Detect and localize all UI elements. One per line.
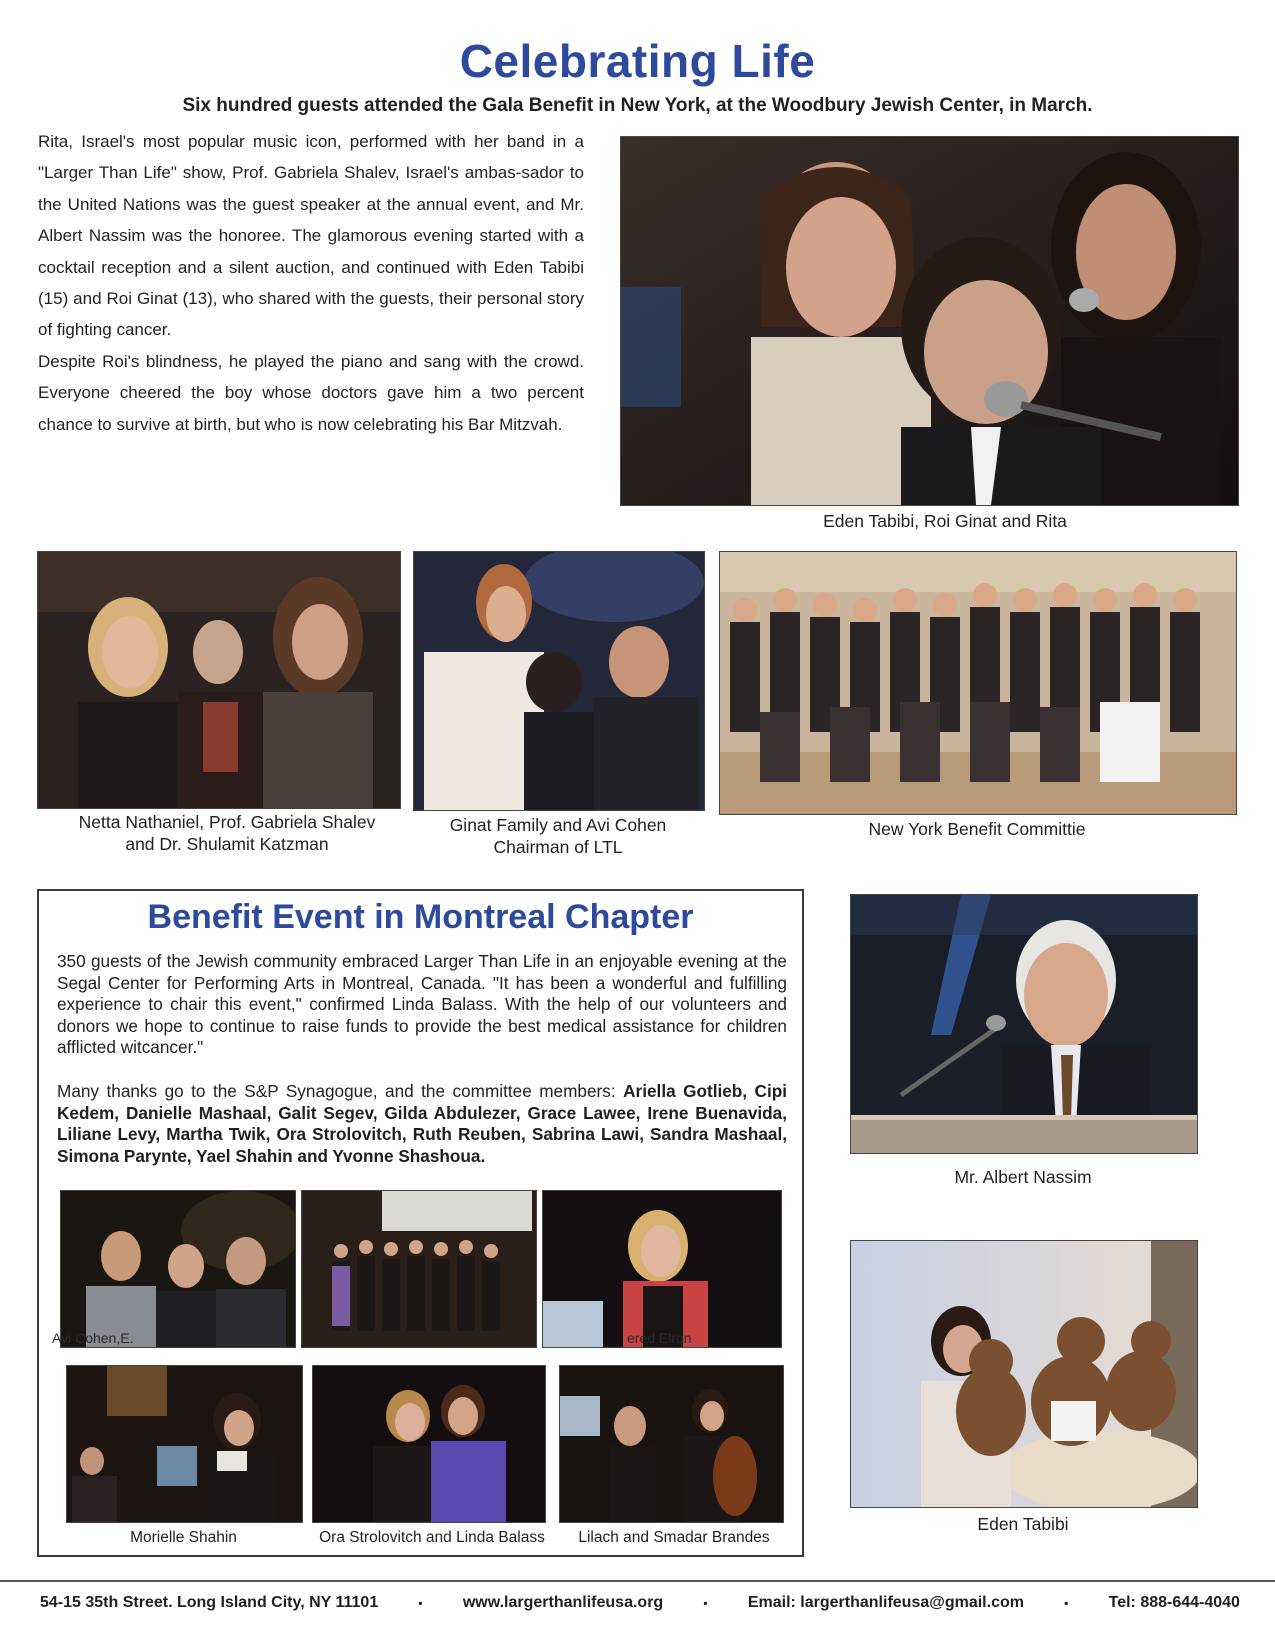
page-subtitle: Six hundred guests attended the Gala Benefit in New York, at the Woodbury Jewish Center, in March.	[182, 95, 1093, 116]
overlay-label-elron: ered Elron	[627, 1330, 692, 1346]
caption-photo-2-line-2: and Dr. Shulamit Katzman	[125, 834, 329, 854]
photo-morielle-shahin	[66, 1365, 303, 1523]
caption-morielle-shahin: Morielle Shahin	[130, 1529, 237, 1546]
caption-lilach-smadar: Lilach and Smadar Brandes	[578, 1529, 770, 1546]
intro-paragraph-1: Rita, Israel's most popular music icon, performed with her band in a "Larger Than Life" show, Prof. Gabriela Shalev, Israel's ambas-sador to the United Nations was the guest speaker at the annual event, and Mr. Albert Nassim was the honoree. The glamorous evening started with a cocktail reception and a silent auction, and continued with Eden Tabibi (15) and Roi Ginat (13), who shared with the guests, their personal story of fighting cancer.	[38, 132, 584, 340]
footer-separator: ▪	[1064, 1596, 1069, 1610]
caption-photo-2	[37, 811, 417, 855]
caption-ora-linda: Ora Strolovitch and Linda Balass	[319, 1529, 545, 1546]
caption-albert-nassim: Mr. Albert Nassim	[954, 1167, 1092, 1187]
photo-ora-strolovitch-linda-balass	[312, 1365, 546, 1523]
footer-phone: Tel: 888-644-4040	[1108, 1594, 1240, 1611]
photo-montreal-speaker	[542, 1190, 782, 1348]
montreal-title: Benefit Event in Montreal Chapter	[147, 898, 694, 936]
page-title: Celebrating Life	[459, 35, 816, 87]
caption-photo-3	[413, 814, 703, 858]
photo-eden-roi-rita	[620, 136, 1239, 506]
footer-address: 54-15 35th Street. Long Island City, NY 11101	[40, 1594, 379, 1611]
montreal-paragraph-1: 350 guests of the Jewish community embraced Larger Than Life in an enjoyable evening at the Segal Center for Performing Arts in Montreal, Canada. "It has been a wonderful and fulfilling experience to chair this event," confirmed Linda Balass. With the help of our volunteers and donors we hope to continue to raise funds to provide the best medical assistance for children afflicted witcancer."	[57, 951, 787, 1058]
footer-separator: ▪	[418, 1596, 423, 1610]
caption-photo-4: New York Benefit Committie	[868, 819, 1086, 839]
footer-separator: ▪	[703, 1596, 708, 1610]
caption-main-photo: Eden Tabibi, Roi Ginat and Rita	[823, 511, 1067, 531]
montreal-committee-names: Ariella Gotlieb, Cipi Kedem, Danielle Mashaal, Galit Segev, Gilda Abdulezer, Grace Lawee, Irene Buenavida, Liliane Levy, Martha Twik, Ora Strolovitch, Ruth Reuben, Sabrina Lawi, Sandra Mashaal, Simona Parynte, Yael Shahin and Yvonne Shashoua.	[57, 1080, 788, 1166]
caption-photo-3-line-2: Chairman of LTL	[493, 837, 623, 857]
montreal-text	[57, 951, 787, 1167]
caption-eden-tabibi: Eden Tabibi	[977, 1514, 1069, 1534]
intro-paragraph-2: Despite Roi's blindness, he played the piano and sang with the crowd. Everyone cheered the boy whose doctors gave him a two percent chance to survive at birth, but who is now celebrating his Bar Mitzvah.	[38, 351, 584, 434]
footer	[40, 1590, 1240, 1616]
overlay-label-avi-cohen: Avi Cohen,E.	[52, 1330, 134, 1346]
photo-lilach-smadar-brandes	[559, 1365, 784, 1523]
photo-montreal-avi-cohen	[60, 1190, 296, 1348]
photo-new-york-benefit-committee	[719, 551, 1237, 815]
caption-photo-3-line-1: Ginat Family and Avi Cohen	[449, 815, 667, 835]
photo-ginat-family-avi-cohen	[413, 551, 705, 811]
montreal-paragraph-2-intro: Many thanks go to the S&P Synagogue, and the committee members:	[57, 1080, 624, 1101]
intro-text	[38, 126, 584, 440]
photo-albert-nassim	[850, 894, 1198, 1154]
footer-email-link[interactable]: Email: largerthanlifeusa@gmail.com	[747, 1594, 1024, 1611]
photo-eden-tabibi	[850, 1240, 1198, 1508]
footer-divider	[0, 1580, 1275, 1582]
photo-montreal-group	[301, 1190, 537, 1348]
caption-photo-2-line-1: Netta Nathaniel, Prof. Gabriela Shalev	[78, 812, 376, 832]
footer-website-link[interactable]: www.largerthanlifeusa.org	[462, 1594, 664, 1611]
photo-netta-shalev-katzman	[37, 551, 401, 809]
montreal-paragraph-2	[57, 1081, 787, 1167]
